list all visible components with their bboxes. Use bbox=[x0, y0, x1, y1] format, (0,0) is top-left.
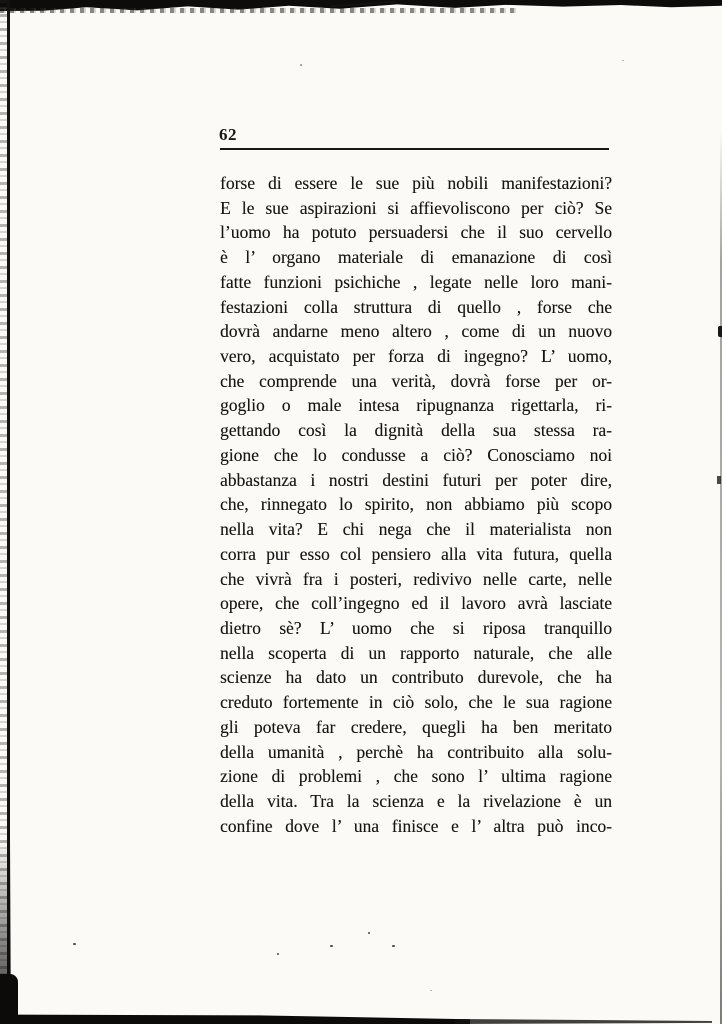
text-line: della vita. Tra la scienza e la rivelazione è un bbox=[220, 790, 612, 811]
body-text bbox=[220, 171, 612, 838]
scan-edge-bottom-taper bbox=[455, 1019, 712, 1024]
text-line: dovrà andarne meno altero , come di un nuovo bbox=[220, 321, 612, 342]
text-line: dietro sè? L’ uomo che si riposa tranquillo bbox=[220, 617, 612, 638]
text-line: goglio o male intesa ripugnanza rigettarla, ri- bbox=[220, 395, 612, 416]
scan-corner-bottom-left bbox=[0, 974, 18, 1024]
scan-speck bbox=[73, 943, 76, 945]
scan-edge-right-mark bbox=[717, 476, 721, 484]
text-line: creduto fortemente in ciò solo, che le sua ragione bbox=[220, 692, 612, 713]
scan-speck bbox=[300, 64, 302, 66]
text-line: nella vita? E chi nega che il materialista non bbox=[220, 519, 612, 540]
text-line: fatte funzioni psichiche , legate nelle loro mani- bbox=[220, 271, 612, 292]
text-line: gli poteva far credere, quegli ha ben meritato bbox=[220, 716, 612, 737]
scan-corner-fade bbox=[0, 839, 11, 979]
scan-edge-right-mark bbox=[718, 326, 722, 337]
text-line: opere, che coll’ingegno ed il lavoro avrà lasciate bbox=[220, 593, 612, 614]
text-line: abbastanza i nostri destini futuri per poter dire, bbox=[220, 469, 612, 490]
scan-speck bbox=[622, 60, 624, 61]
text-line: nella scoperta di un rapporto naturale, che alle bbox=[220, 642, 612, 663]
text-line: zione di problemi , che sono l’ ultima ragione bbox=[220, 766, 612, 787]
text-line: confine dove l’ una finisce e l’ altra può inco- bbox=[220, 815, 612, 836]
text-line: che comprende una verità, dovrà forse per or- bbox=[220, 370, 612, 391]
scan-speck bbox=[392, 945, 395, 947]
header-rule bbox=[220, 148, 609, 150]
text-line: gettando così la dignità della sua stessa ra- bbox=[220, 420, 612, 441]
scan-edge-top-speckle bbox=[0, 8, 520, 13]
text-line: che vivrà fra i posteri, redivivo nelle carte, nelle bbox=[220, 568, 612, 589]
text-line: E le sue aspirazioni si affievoliscono per ciò? Se bbox=[220, 197, 612, 218]
scan-speck bbox=[277, 953, 279, 955]
scan-speck bbox=[368, 932, 370, 934]
text-line: corra pur esso col pensiero alla vita futura, quella bbox=[220, 543, 612, 564]
text-line: è l’ organo materiale di emanazione di così bbox=[220, 247, 612, 268]
scan-speck bbox=[430, 990, 432, 991]
text-line: scienze ha dato un contributo durevole, che ha bbox=[220, 667, 612, 688]
scan-edge-bottom bbox=[0, 1012, 470, 1024]
text-line: forse di essere le sue più nobili manifestazioni? bbox=[220, 173, 612, 193]
text-line: della umanità , perchè ha contribuito alla solu- bbox=[220, 741, 612, 762]
text-line: festazioni colla struttura di quello , forse che bbox=[220, 296, 612, 317]
page-number: 62 bbox=[219, 125, 237, 144]
scan-speck bbox=[330, 945, 333, 947]
text-line: che, rinnegato lo spirito, non abbiamo più scopo bbox=[220, 494, 612, 515]
text-line: l’uomo ha potuto persuadersi che il suo cervello bbox=[220, 222, 612, 243]
text-line: gione che lo condusse a ciò? Conosciamo noi bbox=[220, 444, 612, 465]
text-line: vero, acquistato per forza di ingegno? L’ uomo, bbox=[220, 346, 612, 367]
